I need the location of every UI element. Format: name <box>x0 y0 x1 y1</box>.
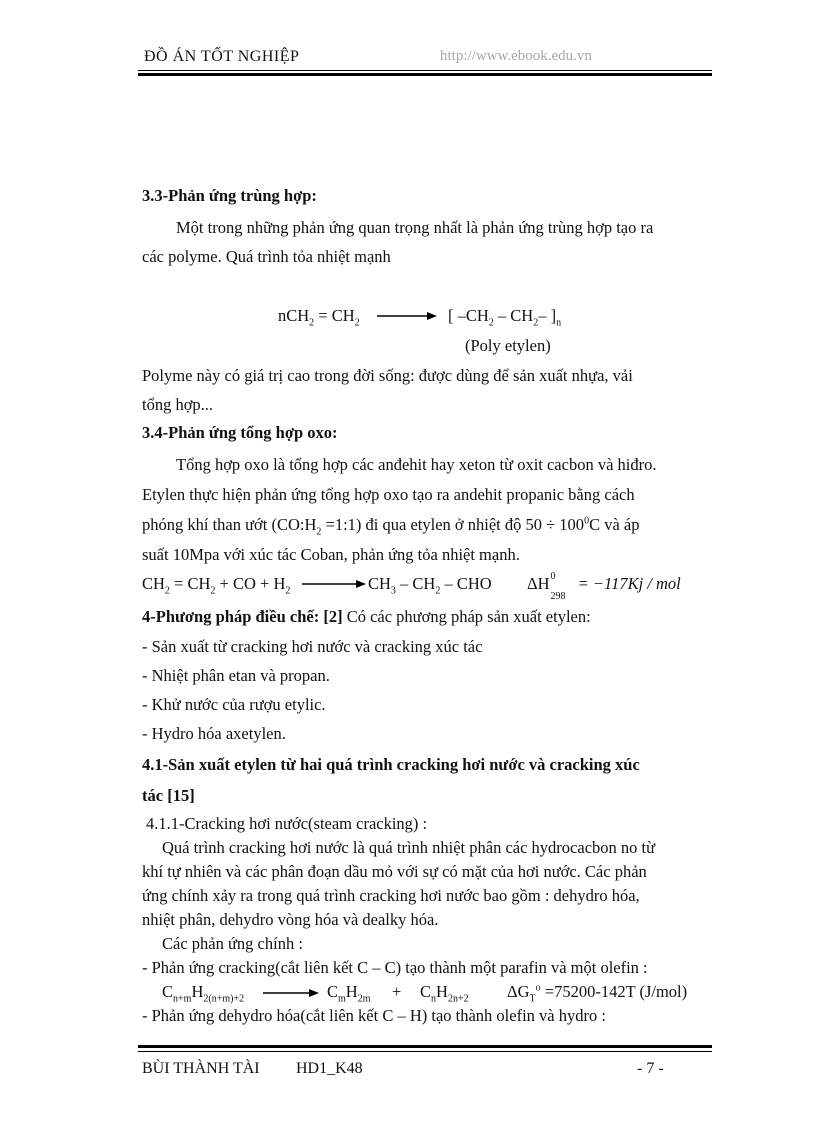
footer-author: BÙI THÀNH TÀI <box>142 1060 260 1077</box>
equation-note: (Poly etylen) <box>465 336 551 355</box>
footer-rule-thick <box>138 1045 712 1048</box>
header-rule-thick <box>138 73 712 76</box>
paragraph-line: - Phản ứng cracking(cắt liên kết C – C) tạo thành một parafin và một olefin : <box>142 958 648 977</box>
paragraph-line: Một trong những phản ứng quan trọng nhất là phản ứng trùng hợp tạo ra <box>176 218 654 237</box>
equation-enthalpy: ΔH 0 298 = −117Kj / mol <box>527 571 681 602</box>
section-heading-4: 4-Phương pháp điều chế: [2] Có các phương pháp sản xuất etylen: <box>142 607 591 626</box>
paragraph-line: Tổng hợp oxo là tổng hợp các anđehit hay xeton từ oxit cacbon và hiđro. <box>176 455 657 474</box>
header-rule-thin <box>138 70 712 71</box>
reaction-arrow-icon <box>302 578 366 590</box>
equation-cracking-reactant: $C_{n+m}H_{2(n+m)+2}$ <box>162 982 245 1005</box>
section-heading-3-3: 3.3-Phản ứng trùng hợp: <box>142 186 317 205</box>
list-item: - Khử nước của rượu etylic. <box>142 695 326 714</box>
paragraph-line: các polyme. Quá trình tỏa nhiệt mạnh <box>142 247 391 266</box>
equation-cracking-product2: $C_nH_{2n+2}$ <box>420 982 469 1005</box>
paragraph-line: ứng chính xảy ra trong quá trình cracking hơi nước bao gồm : dehydro hóa, <box>142 886 640 905</box>
equation-gibbs: $\Delta G_T^o =75200-142T$ (J/mol) <box>507 982 688 1005</box>
paragraph-line: nhiệt phân, dehydro vòng hóa và dealky hóa. <box>142 910 439 929</box>
equation-plus: + <box>392 982 402 1001</box>
paragraph-line: - Phản ứng dehydro hóa(cắt liên kết C – H) tạo thành olefin và hydro : <box>142 1006 606 1025</box>
paragraph-line: phóng khí than ướt ($CO:H_2$ =1:1) đi qua etylen ở nhiệt độ $50 \div 100^0C$ và áp <box>142 515 640 538</box>
equation-polymerization: $nCH_2 = CH_2$ <box>278 306 360 329</box>
equation-cracking-product1: $C_mH_{2m}$ <box>327 982 371 1005</box>
list-item: - Hydro hóa axetylen. <box>142 724 286 743</box>
equation-oxo-left: $CH_2 = CH_2$ + CO + $H_2$ <box>142 574 291 597</box>
reaction-arrow-icon <box>377 310 437 322</box>
sub-heading-4-1-1: 4.1.1-Cracking hơi nước(steam cracking) : <box>146 814 428 833</box>
header-title: ĐỒ ÁN TỐT NGHIỆP <box>144 48 300 65</box>
section-heading-3-4: 3.4-Phản ứng tổng hợp oxo: <box>142 423 338 442</box>
equation-oxo-right: $CH_3 - CH_2$ – CHO <box>368 574 492 597</box>
paragraph-line: tổng hợp... <box>142 395 214 414</box>
footer-page-number: - 7 - <box>637 1060 664 1077</box>
section-heading-4-1: 4.1-Sản xuất etylen từ hai quá trình cracking hơi nước và cracking xúc <box>142 755 640 774</box>
paragraph-line: Etylen thực hiện phản ứng tổng hợp oxo tạo ra andehit propanic bằng cách <box>142 485 635 504</box>
paragraph-line: khí tự nhiên và các phân đoạn dầu mỏ với sự có mặt của hơi nước. Các phản <box>142 862 647 881</box>
reaction-arrow-icon <box>263 987 319 999</box>
equation-polyethylene: [ $-CH_2 - CH_2-$ ]$_n$ <box>448 306 562 329</box>
paragraph-line: Quá trình cracking hơi nước là quá trình nhiệt phân các hydrocacbon no từ <box>162 838 656 857</box>
paragraph-line: suất 10Mpa với xúc tác Coban, phản ứng tỏa nhiệt mạnh. <box>142 545 520 564</box>
header-url: http://www.ebook.edu.vn <box>440 48 592 64</box>
footer-rule-thin <box>138 1051 712 1052</box>
paragraph-line: Polyme này có giá trị cao trong đời sống: được dùng để sản xuất nhựa, vải <box>142 366 633 385</box>
paragraph-line: Các phản ứng chính : <box>162 934 303 953</box>
section-heading-4-1-cont: tác [15] <box>142 786 195 805</box>
footer-class: HD1_K48 <box>296 1060 363 1077</box>
list-item: - Nhiệt phân etan và propan. <box>142 666 330 685</box>
list-item: - Sản xuất từ cracking hơi nước và cracking xúc tác <box>142 637 483 656</box>
